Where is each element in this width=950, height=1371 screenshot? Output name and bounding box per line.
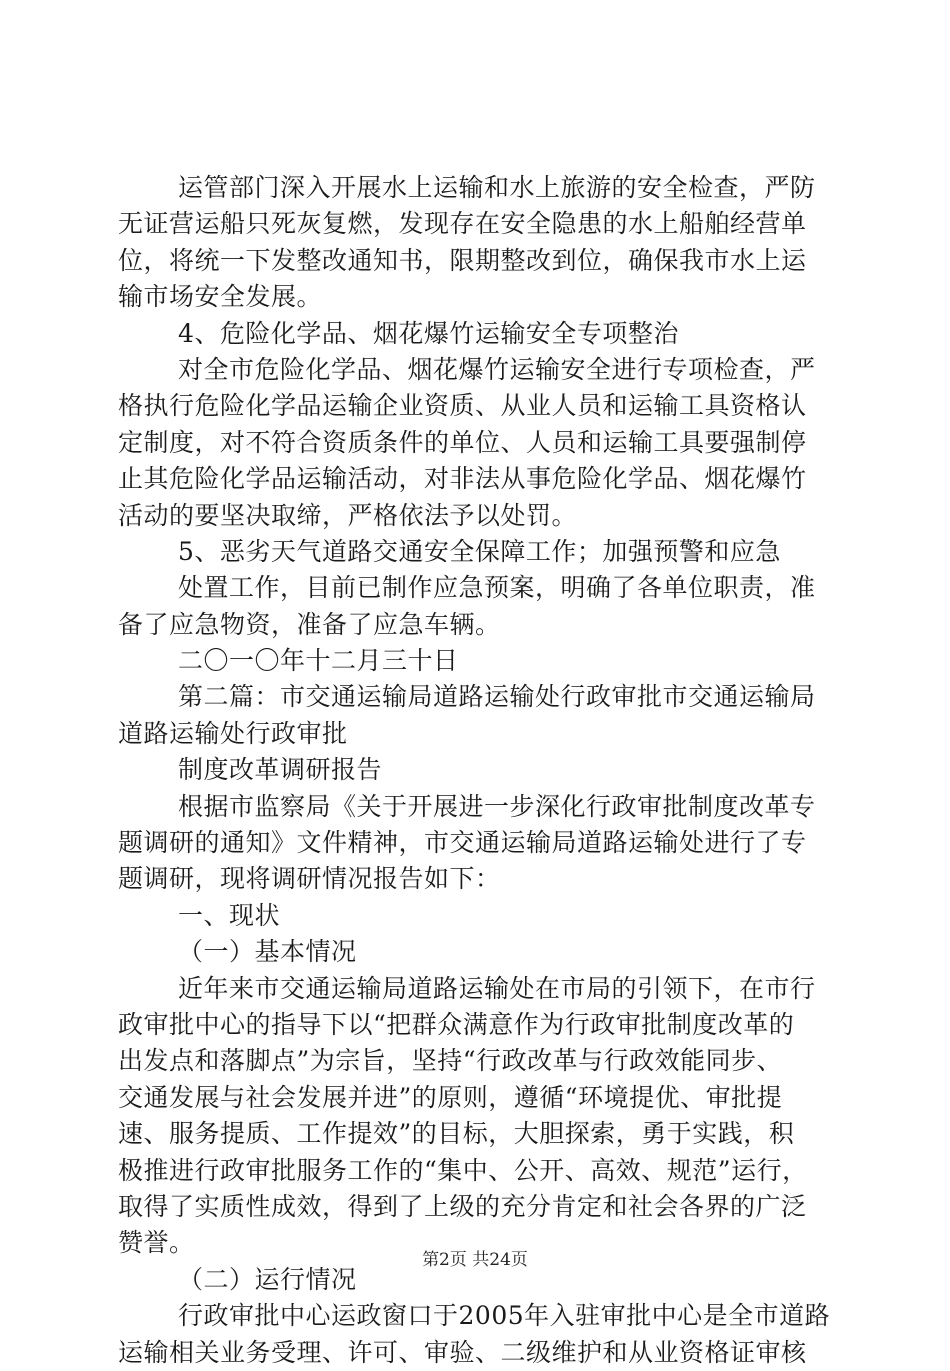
text-line: 制度改革调研报告 — [178, 755, 383, 785]
text-line: 速、服务提质、工作提效”的目标，大胆探索，勇于实践，积 — [118, 1119, 795, 1149]
text-line: 二〇一〇年十二月三十日 — [178, 646, 459, 676]
text-line: 止其危险化学品运输活动，对非法从事危险化学品、烟花爆竹 — [118, 464, 807, 494]
text-line: 出发点和落脚点”为宗旨，坚持“行政改革与行政效能同步、 — [118, 1046, 783, 1076]
document-body — [118, 170, 838, 1371]
text-line: 格执行危险化学品运输企业资质、从业人员和运输工具资格认 — [118, 391, 807, 421]
text-line: 5、恶劣天气道路交通安全保障工作；加强预警和应急 — [178, 536, 781, 566]
text-line: 取得了实质性成效，得到了上级的充分肯定和社会各界的广泛 — [118, 1191, 807, 1221]
text-line: 极推进行政审批服务工作的“集中、公开、高效、规范”运行， — [118, 1155, 808, 1185]
text-line: 行政审批中心运政窗口于2005年入驻审批中心是全市道路 — [178, 1301, 831, 1331]
text-line: （一）基本情况 — [178, 937, 357, 967]
text-line: 备了应急物资，准备了应急车辆。 — [118, 609, 501, 639]
text-line: 道路运输处行政审批 — [118, 718, 348, 748]
text-line: 无证营运船只死灰复燃，发现存在安全隐患的水上船舶经营单 — [118, 209, 807, 239]
text-line: 政审批中心的指导下以“把群众满意作为行政审批制度改革的 — [118, 1009, 795, 1039]
text-line: 赞誉。 — [118, 1228, 195, 1258]
page-footer: 第2页 共24页 — [422, 1250, 528, 1270]
text-line: 运管部门深入开展水上运输和水上旅游的安全检查，严防 — [178, 173, 816, 202]
text-line: 近年来市交通运输局道路运输处在市局的引领下，在市行 — [178, 973, 816, 1003]
text-line: 题调研，现将调研情况报告如下： — [118, 864, 501, 894]
text-line: 4、危险化学品、烟花爆竹运输安全专项整治 — [178, 318, 679, 348]
text-line: 交通发展与社会发展并进”的原则，遵循“环境提优、审批提 — [118, 1082, 783, 1112]
text-line: 题调研的通知》文件精神，市交通运输局道路运输处进行了专 — [118, 828, 807, 858]
text-line: 一、现状 — [178, 900, 281, 930]
text-line: 运输相关业务受理、许可、审验、二级维护和从业资格证审核 — [118, 1337, 807, 1367]
text-line: 输市场安全发展。 — [118, 282, 323, 312]
text-line: （二）运行情况 — [178, 1264, 357, 1294]
text-line: 处置工作，目前已制作应急预案，明确了各单位职责，准 — [178, 573, 816, 603]
text-line: 对全市危险化学品、烟花爆竹运输安全进行专项检查，严 — [178, 354, 816, 384]
text-line: 根据市监察局《关于开展进一步深化行政审批制度改革专 — [178, 791, 816, 821]
text-line: 位，将统一下发整改通知书，限期整改到位，确保我市水上运 — [118, 245, 807, 275]
text-line: 活动的要坚决取缔，严格依法予以处罚。 — [118, 500, 578, 530]
text-line: 第二篇：市交通运输局道路运输处行政审批市交通运输局 — [178, 682, 816, 712]
text-line: 定制度，对不符合资质条件的单位、人员和运输工具要强制停 — [118, 427, 807, 457]
